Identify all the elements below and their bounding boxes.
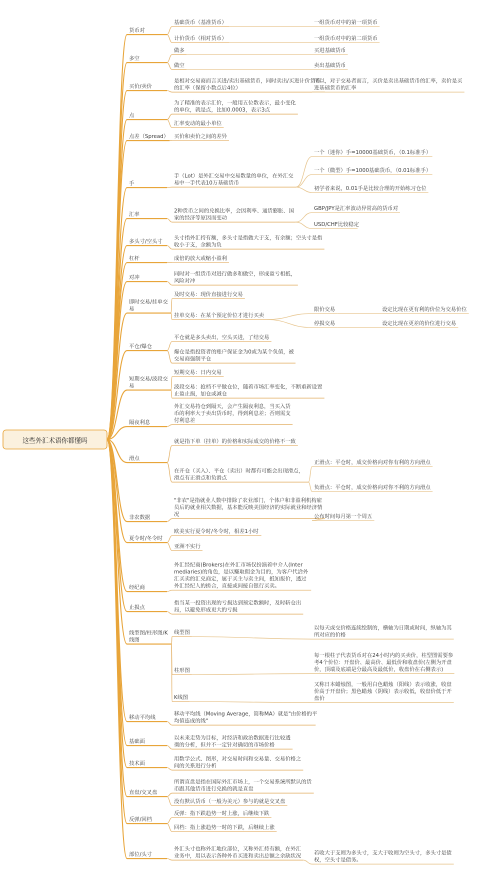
branch-18-item-1-line: 外汇经纪商(Brokers)在外汇市场仅扮演着中介人(Inter (174, 562, 303, 569)
branch-16-item-1-line: "非农"是指就业人数中排除了农业部门，个体户和非盈利机构雇 (174, 497, 322, 504)
branch-8-line: 多头寸/空头寸 (129, 238, 163, 245)
branch-22-item-1-link (167, 746, 172, 750)
branch-2-item-1 (174, 46, 185, 54)
branch-14-item-1-link (167, 425, 172, 427)
branch-24-item-1-line: 所谓直盘是指在国际外汇市场上，一个交易系统所默认的货 (174, 779, 312, 786)
branch-11-item-2-1-1 (382, 305, 467, 313)
branch-17-line: 夏令时/冬令时 (129, 535, 163, 542)
branch-11-item-2-2-1-line: 设定比现在更差的价位进行交易 (382, 320, 457, 327)
branch-5-item-1 (174, 132, 228, 140)
branch-7-item-1 (174, 206, 294, 221)
branch-14-item-1 (174, 402, 291, 424)
branch-4-item-1-link (167, 114, 172, 119)
branch-6-item-1-2 (314, 166, 431, 174)
branch-6-item-1-2-line: 一个（微型）手=1000基础货币，（0.01标准手） (314, 167, 432, 174)
branch-7-item-1-1-link (296, 213, 312, 223)
branch-16-item-1-line: 员后的就业相关数据，基本能反映美国经济的实际就业和经济情 (174, 504, 323, 511)
branch-6-item-1-1-line: 一个（迷你）手=10000基础货币，（0.1标准手） (314, 149, 432, 156)
branch-9-item-1-line: 成倍的放大或缩小盈利 (174, 255, 227, 262)
branch-25-item-2-link (167, 824, 172, 832)
branch-7-line: 汇率 (129, 211, 140, 218)
branch-25-item-1-line: 反弹：指下跌趋势一时上涨，后继续下跌 (174, 810, 270, 817)
branch-20-item-2 (174, 666, 190, 674)
branch-11-item-2-2-link (266, 320, 312, 328)
branch-6 (129, 179, 135, 187)
branch-8-item-1-line: 收小于支，余额为负 (174, 242, 222, 249)
branch-16-item-1-1-line: 公布时间每月第一个周五 (314, 513, 373, 520)
mind-map-nodes (3, 18, 467, 864)
branch-24-item-1 (174, 777, 312, 792)
branch-24-item-2-link (167, 797, 172, 806)
branch-23-item-1 (174, 754, 302, 769)
branch-17-item-1-line: 欧美实行夏令时/冬令时，相差1小时 (174, 528, 259, 535)
branch-18 (129, 583, 146, 591)
branch-13 (129, 374, 169, 389)
branch-11-item-2-2-1 (382, 319, 456, 327)
branch-21-item-1 (174, 709, 318, 724)
branch-8-item-1 (174, 233, 323, 248)
branch-16-item-1-line: 况 (174, 512, 180, 519)
branch-26-item-1-1-link (303, 860, 312, 864)
branch-3-item-1-1 (314, 76, 463, 91)
branch-15 (129, 454, 140, 462)
branch-2-item-1-line: 做多 (174, 47, 185, 54)
branch-3-item-1-1-line: 所以，对于交易者而言，买价是卖出基础货币的汇率，卖价是买 (314, 78, 463, 85)
branch-4-item-1-line: 的单位，就是点，比如0.0003，表示3点 (174, 107, 271, 114)
branch-20-item-2-1-line: 考4个价位：开盘价、最高价、最低价和收盘价(左侧为开盘 (314, 659, 452, 666)
branch-6-item-1-3-link (296, 187, 312, 192)
branch-12-item-2-line: 交易商强制平仓 (174, 356, 212, 363)
branch-11-item-1-line: 及时交易：现价直接进行交易 (174, 291, 243, 298)
branch-24-item-2-line: 没有默认货币（一般为美元）参与的就是交叉盘 (174, 798, 286, 805)
branch-24 (129, 788, 158, 796)
branch-13-item-2-line: 波段交易：抢档不平做仓位，随着市场汇率变化，不断重新设置 (174, 384, 323, 391)
branch-21-item-1-line: 移动平均线（Moving Average，简称MA）就是"由价格的平 (174, 711, 318, 718)
branch-6-line: 手 (129, 180, 135, 187)
branch-20-item-1-1-line: 所对应的价格 (314, 632, 346, 639)
branch-25 (129, 815, 153, 823)
branch-18-item-1-line: 汇买卖的汇兑商定，属于买主与卖主间，抵知报价，透过 (174, 576, 307, 583)
branch-17-item-1-link (167, 536, 172, 543)
branch-8-item-1-line: 头寸指外汇持有额，多头寸是指做大于支，有余额；空头寸是指 (174, 235, 323, 242)
branch-17-item-2 (174, 542, 201, 550)
branch-4-item-1-line: 为了精准的表示汇价，一般用五位数表示，最小变化 (174, 100, 296, 107)
branch-11-line: 易 (129, 306, 135, 313)
branch-7-item-1-1-line: GBP/JPY是汇率波动异常高的货币对 (314, 205, 399, 212)
branch-5-line: 点差（Spread） (129, 133, 169, 140)
branch-20-item-3-1-line: 盘价 (314, 696, 325, 703)
branch-11-item-1 (174, 290, 243, 298)
branch-2-line: 多空 (129, 55, 140, 62)
branch-7-item-1-1 (314, 204, 399, 212)
branch-3-item-1-link (167, 91, 172, 93)
branch-7-item-1-line: 家的经济等原因而变动 (174, 215, 227, 222)
branch-23 (129, 759, 146, 767)
branch-2-item-2-1-line: 卖出基础货币 (314, 62, 346, 69)
branch-6-item-1-1-link (296, 157, 312, 188)
branch-17-item-1 (174, 527, 259, 535)
branch-22-line: 基础面 (129, 738, 145, 745)
branch-1-item-1-link (167, 27, 172, 35)
branch-20-item-2-line: 柱形图 (174, 667, 190, 674)
branch-9 (129, 254, 140, 262)
branch-25-item-1-link (167, 818, 172, 824)
branch-24-line: 直盘/交叉盘 (129, 789, 158, 796)
branch-1-item-2-1 (314, 34, 378, 42)
branch-10-item-1-link (167, 282, 172, 286)
branch-10 (129, 273, 140, 281)
branch-24-item-1-line: 币跟其他货币进行兑换的就是直盘 (174, 786, 254, 793)
branch-20-line: 线图 (129, 637, 140, 644)
branch-3-line: 买价/卖价 (129, 83, 152, 90)
branch-2-item-1-1 (314, 46, 346, 54)
branch-8-item-1-link (167, 246, 172, 250)
branch-2-item-1-link (167, 55, 172, 63)
branch-19-line: 止损点 (129, 604, 145, 611)
branch-3-item-1-line: 是相对交易商而言买进/卖出基础货币，同时卖出/买进计价货币 (174, 78, 321, 85)
branch-1-line: 货币对 (129, 27, 145, 34)
branch-1-item-1 (174, 18, 227, 26)
branch-20-line: 线型图/柱形图/K (129, 630, 168, 637)
branch-5-item-1-line: 买价和卖价之间的差异 (174, 133, 227, 140)
branch-10-item-1-line: 风险对冲 (174, 278, 196, 285)
branch-15-line: 滑点 (129, 455, 140, 462)
branch-20-item-2-1-line: 价，顶端及底端是分最高及最低价，收盘价在右侧表示) (314, 667, 444, 674)
branch-4 (129, 111, 135, 119)
branch-15-item-2-1-link (309, 467, 313, 483)
branch-1-item-1-1-line: 一组货币对中的第一项货币 (314, 19, 378, 26)
branch-26-item-1-line: 业务中，用以表示各种外币买进和卖出总额之余缺状况 (174, 853, 302, 860)
branch-13-item-2-line: 止盈止损，加仓或减仓 (174, 391, 227, 398)
branch-2 (129, 54, 140, 62)
branch-6-item-1-3-line: 初学者来说，0.01手是比较合理的开始练习仓位 (314, 185, 427, 192)
branch-26-link (107, 440, 127, 859)
branch-20 (129, 628, 168, 643)
branch-13-item-2-link (171, 390, 172, 398)
branch-11-item-2-line: 挂单交易：在某个预定价位才进行买卖 (174, 312, 265, 319)
branch-14-item-1-line: 外汇交易持仓到隔天，会产生隔夜利息，当买入货 (174, 403, 291, 410)
branch-6-item-1 (174, 171, 294, 186)
branch-6-item-1-3 (314, 184, 427, 192)
branch-11-item-2-2-line: 停损交易 (314, 320, 336, 327)
branch-15-item-2-link (167, 463, 172, 483)
branch-2-item-2-link (167, 63, 172, 70)
branch-4-item-1 (174, 98, 297, 113)
branch-20-item-3-line: K线图 (174, 694, 189, 701)
branch-3 (129, 82, 153, 90)
branch-8 (129, 237, 163, 245)
branch-15-item-1 (174, 437, 297, 445)
branch-2-item-1-1-line: 买进基础货币 (314, 47, 346, 54)
branch-3-item-1 (174, 76, 321, 91)
branch-17-item-2-link (167, 543, 172, 551)
branch-12-item-2-line: 爆仓是指投资者的账户保证金为0或为某个负值，被 (174, 349, 294, 356)
branch-26-item-1-link (167, 859, 172, 861)
branch-20-item-1-line: 线型图 (174, 629, 190, 636)
branch-21 (129, 713, 156, 721)
branch-11-item-2-1-line: 限价交易 (314, 306, 336, 313)
branch-7-item-1-link (167, 219, 172, 223)
branch-20-item-3-1-line: 又称日本蜡烛图，一般用白色蜡烛（阳线）表示收涨，收盘 (314, 681, 452, 688)
branch-15-item-2-line: 在开仓（买入）、平仓（卖出）时都有可能会出现滑点， (174, 468, 304, 475)
branch-9-item-1 (174, 254, 227, 262)
branch-15-item-2 (174, 466, 304, 481)
branch-23-item-1-line: 间的关系进行分析 (174, 763, 217, 770)
branch-9-line: 杠杆 (129, 255, 140, 262)
branch-23-line: 技术面 (129, 760, 145, 767)
branch-14-line: 隔夜利息 (129, 419, 151, 426)
branch-21-item-1-link (167, 722, 172, 726)
branch-1-item-1-line: 基础货币（基准货币） (174, 19, 227, 26)
branch-15-item-1-line: 就是指下单（挂单）的价格和实际成交的价格不一致 (174, 438, 296, 445)
branch-19-item-1-link (167, 612, 172, 615)
branch-26-line: 部位/头寸 (129, 851, 152, 858)
branch-12-item-1 (174, 333, 269, 341)
branch-13-item-1-link (171, 377, 172, 391)
branch-16 (129, 513, 151, 521)
branch-12-item-1-line: 平仓就是多头卖出，空头买进，了结交易 (174, 334, 270, 341)
branch-24-item-1-link (167, 793, 172, 796)
branch-16-line: 非农数据 (129, 514, 151, 521)
branch-4-item-2-line: 汇率变动的最小单位 (174, 120, 222, 127)
root-topic: 这些外汇术语你都懂吗 (22, 436, 88, 445)
branch-26-item-1-1-line: 权，空头寸是债务。 (314, 857, 362, 864)
branch-11-item-2 (174, 311, 265, 319)
branch-21-item-1-line: 均值连成的线" (174, 718, 209, 725)
branch-12-line: 平仓/爆仓 (129, 343, 152, 350)
branch-11-item-2-1-link (266, 314, 312, 320)
branch-17-item-2-line: 亚洲不实行 (174, 543, 201, 550)
branch-1-item-2-line: 计价货币（相对货币） (174, 35, 227, 42)
branch-7 (129, 210, 140, 218)
branch-19-item-1 (174, 598, 301, 613)
branch-2-item-2-1 (314, 61, 346, 69)
branch-15-item-2-1 (314, 458, 431, 466)
branch-4-item-2-link (167, 120, 172, 128)
branch-2-item-2 (174, 61, 185, 69)
branch-6-item-1-line: 手（Lot）是外汇交易中交易数量的单位，在外汇交 (174, 173, 294, 180)
branch-13-line: 易 (129, 383, 135, 390)
branch-15-item-2-2 (314, 483, 431, 491)
branch-13-item-1-line: 短期交易：日内交易 (174, 369, 222, 376)
branch-5 (129, 132, 169, 140)
branch-4-item-2 (174, 119, 222, 127)
branch-7-item-1-line: 2种货币之间的兑换比率，会因利率、通货膨胀、国 (174, 208, 294, 215)
branch-22-item-1-line: 彻的分析，但并不一定针对确切的市场价格 (174, 742, 275, 749)
branch-13-item-2 (174, 382, 323, 397)
branch-22 (129, 737, 146, 745)
branch-19 (129, 603, 146, 611)
branch-11-item-1-link (171, 299, 172, 314)
branch-20-item-1 (174, 628, 190, 636)
branch-2-item-2-line: 做空 (174, 62, 185, 69)
branch-3-item-1-1-line: 进基础货币的汇率 (314, 85, 357, 92)
branch-25-item-2-line: 回档：指上涨趋势一时的下跌，后继续上涨 (174, 824, 275, 831)
branch-13-item-1 (174, 368, 222, 376)
branch-16-item-1-link (167, 519, 172, 522)
branch-20-item-3-1-link (190, 702, 312, 703)
branch-7-item-1-2-link (296, 222, 312, 228)
branch-12 (129, 342, 153, 350)
branch-12-item-1-link (167, 342, 172, 351)
branch-26-item-1-1-line: 若收大于支则为多头寸，支大于收则为空头寸，多头寸是债 (314, 850, 452, 857)
branch-18-item-1-line: mediaries)的角色，是以赚取佣金为目的，为客户代洽外 (174, 569, 309, 576)
branch-19-item-1-line: 局，以避免形成更大的亏损 (174, 607, 238, 614)
branch-26-item-1-line: 外汇头寸也称外汇地位部位，又称外汇持有额，在外汇 (174, 846, 302, 853)
branch-11 (129, 297, 169, 312)
branch-18-line: 经纪商 (129, 584, 145, 591)
branch-20-item-3-1 (314, 680, 452, 702)
branch-11-item-2-2 (314, 319, 335, 327)
branch-16-item-1 (174, 496, 323, 518)
branch-22-item-1-line: 以未来走势为目标，对经济和政治数据进行比较透 (174, 735, 291, 742)
branch-20-item-1-1-line: 以每天或交价格连续绘制的，横轴为日期或时间，纵轴为其 (314, 625, 452, 632)
branch-20-item-2-1-line: 每一根柱子代表货币对在24小时内的买卖价，柱型图需要参 (314, 652, 454, 659)
branch-13-line: 短期交易/波段交 (129, 376, 168, 383)
branch-25-line: 反弹/回档 (129, 816, 152, 823)
branch-10-line: 对冲 (129, 274, 140, 281)
branch-6-item-1-2-link (296, 175, 312, 188)
branch-16-item-1-1 (314, 512, 373, 520)
branch-1-item-2-1-line: 一组货币对中的第二项货币 (314, 35, 378, 42)
branch-3-item-1-line: 的汇率（保留小数点后4位） (174, 85, 241, 92)
branch-21-line: 移动平均线 (129, 714, 156, 721)
branch-26-item-1 (174, 844, 302, 859)
branch-1 (129, 26, 146, 34)
branch-15-item-2-line: 滑点有正滑点和负滑点 (174, 475, 227, 482)
branch-1-item-2-link (167, 35, 172, 43)
branch-15-item-1-link (167, 446, 172, 463)
branch-11-item-2-link (171, 313, 172, 319)
branch-6-item-1-1 (314, 148, 431, 156)
branch-12-item-2 (174, 347, 295, 362)
branch-4-line: 点 (129, 112, 135, 119)
branch-26 (129, 850, 153, 858)
branch-1-item-2 (174, 34, 227, 42)
branch-15-item-2-2-line: 负滑点：平仓时，成交价格向对你不利的方向滑点 (314, 484, 431, 491)
branch-20-item-1-1-link (192, 637, 312, 640)
branch-14-item-1-line: 币的利率大于卖出货币时，得到利息差；否则需支 (174, 410, 291, 417)
branch-19-item-1-line: 指当某一投资出现的亏损达到预定数额时，及时斩仓出 (174, 600, 302, 607)
branch-26-item-1-1 (314, 848, 452, 863)
branch-23-item-1-line: 用数学公式、图形，对交易时间和交易量、交易价格之 (174, 756, 302, 763)
branch-11-item-2-1 (314, 305, 335, 313)
branch-7-item-1-2 (314, 220, 360, 228)
branch-15-item-2-1-line: 正滑点：平仓时，成交价格向对你有利的方向滑点 (314, 459, 431, 466)
branch-25-item-1 (174, 809, 270, 817)
branch-23-item-1-link (167, 768, 172, 771)
branch-6-item-1-line: 易中一手代表10万基础货币 (174, 180, 240, 187)
branch-7-item-1-2-line: USD/CHF比较稳定 (314, 221, 360, 228)
branch-18-item-1-link (167, 590, 172, 591)
branch-14-item-1-line: 付利息差 (174, 418, 196, 425)
branch-12-item-2-link (167, 351, 172, 364)
branch-14 (129, 418, 151, 426)
branch-20-item-2-1-link (192, 674, 312, 675)
branch-20-item-3 (174, 693, 188, 701)
branch-1-item-1-1 (314, 18, 378, 26)
branch-22-item-1 (174, 733, 291, 748)
branch-10-item-1-line: 同时对一组货币对进行做多和做空，形成盈亏相抵， (174, 271, 296, 278)
branch-25-item-2 (174, 823, 275, 831)
branch-18-item-1 (174, 560, 309, 589)
branch-20-item-1-1 (314, 623, 452, 638)
branch-10-item-1 (174, 269, 296, 284)
branch-20-item-3-1-line: 价高于开盘价；黑色蜡烛（阴线）表示收低，收盘价低于开 (314, 688, 452, 695)
branch-17 (129, 534, 163, 542)
branch-15-item-2-2-link (309, 482, 313, 491)
branch-11-item-2-1-1-line: 设定比现在更有利的价位为交易价位 (382, 306, 467, 313)
branch-18-item-1-line: 外汇经纪人的搓合，直接或间接自银行买卖。 (174, 583, 280, 590)
branch-24-item-2 (174, 797, 286, 805)
branch-20-item-2-1 (314, 651, 454, 673)
branch-11-line: 即时交易/挂单交 (129, 299, 168, 306)
